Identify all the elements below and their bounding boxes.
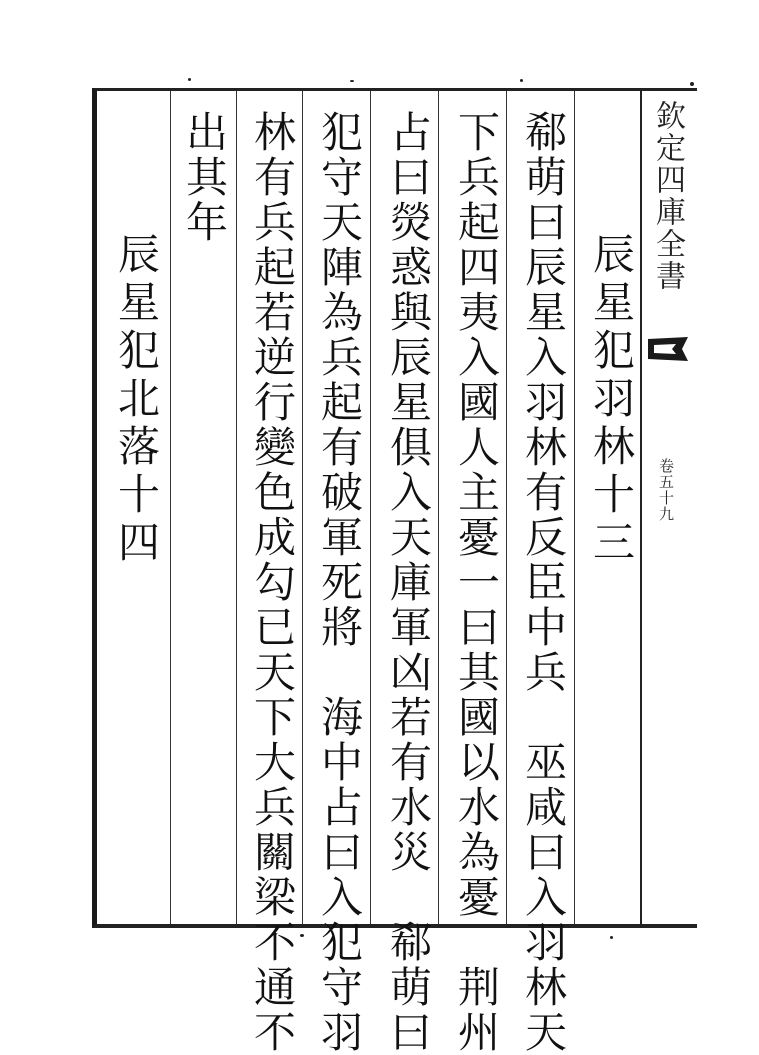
text-column: 出其年 [180, 110, 229, 245]
ink-speck [520, 79, 523, 82]
column-rule [170, 91, 171, 924]
column-rule [506, 91, 507, 924]
ink-speck [300, 934, 304, 937]
text-column: 犯守天陣為兵起有破軍死將 海中占曰入犯守羽 [315, 110, 364, 1055]
text-column: 郗萌曰辰星入羽林有反臣中兵 巫咸曰入羽林天 [519, 110, 568, 1055]
fish-tail-mark [646, 335, 690, 363]
text-column: 占曰熒惑與辰星俱入天庫軍凶若有水災 郗萌曰 [384, 110, 433, 1055]
column-rule [574, 91, 575, 924]
column-rule [236, 91, 237, 924]
column-rule [370, 91, 371, 924]
ink-speck [350, 80, 354, 82]
section-heading: 辰星犯羽林十三 [587, 232, 636, 568]
ink-speck [610, 936, 613, 939]
text-column: 林有兵起若逆行變色成勾已天下大兵關梁不通不 [248, 110, 297, 1055]
juan-number: 卷五十九 [657, 458, 675, 522]
text-column: 下兵起四夷入國人主憂一曰其國以水為憂 荆州 [452, 110, 501, 1055]
book-title: 欽定四庫全書 [650, 100, 685, 292]
ink-speck [690, 82, 694, 86]
column-rule [302, 91, 303, 924]
column-rule [438, 91, 439, 924]
section-heading: 辰星犯北落十四 [112, 232, 161, 568]
ink-speck [188, 78, 191, 81]
